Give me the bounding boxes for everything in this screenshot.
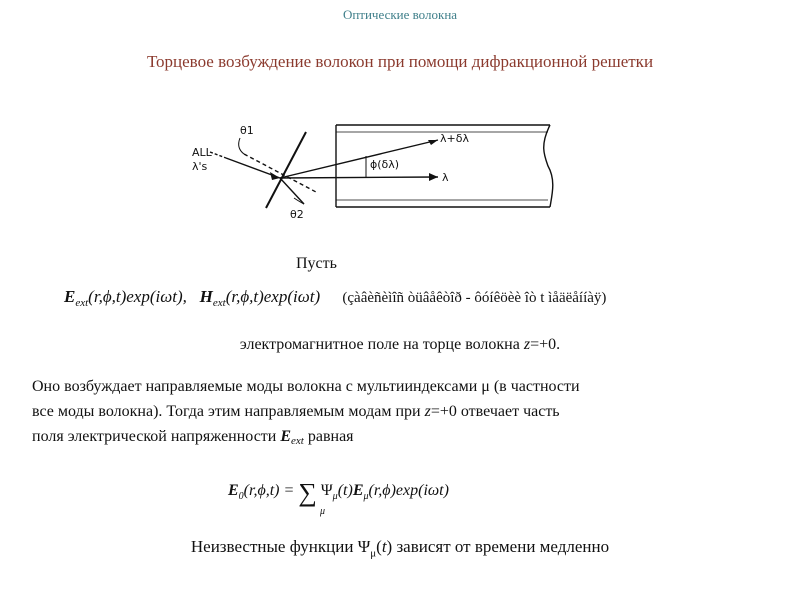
- arrow-lambda-plus: [428, 140, 438, 145]
- lhs-arguments: (r,ϕ,t) =: [243, 482, 299, 499]
- field-equation: [64, 287, 606, 309]
- e-subscript: ext: [75, 297, 89, 309]
- h-symbol: H: [199, 287, 213, 306]
- note-t-variable: t: [381, 537, 387, 556]
- label-all: ALL: [192, 146, 212, 159]
- ray-lambda-plus: [280, 140, 438, 178]
- garbled-annotation: (çàâèñèìîñ òüâåêòîð - ôóíêöèè îò t ìåäëåííàÿ): [342, 290, 607, 306]
- incident-ray-tail: [210, 152, 226, 158]
- fiber-break-curve: [544, 125, 553, 207]
- reflected-ray: [280, 178, 304, 204]
- z-variable: z: [523, 336, 531, 353]
- note-text-start: Неизвестные функции Ψ: [190, 537, 371, 556]
- sum-symbol: ∑: [298, 478, 317, 507]
- label-lambda: λ: [442, 171, 449, 184]
- grating: [266, 132, 306, 208]
- grating-normal: [244, 154, 316, 192]
- psi-symbol: Ψ: [320, 482, 333, 499]
- grating-fiber-diagram: [188, 110, 578, 230]
- mode-expansion-equation: [228, 478, 449, 517]
- note-paren-open: (: [376, 537, 382, 556]
- label-lambda-in: λ's: [192, 160, 208, 173]
- h-subscript: ext: [212, 297, 226, 309]
- note-subscript: μ: [370, 547, 377, 560]
- h-arguments: (r,ϕ,t)exp(iωt): [225, 287, 321, 306]
- field-description-text: электромагнитное поле на торце волокна: [239, 336, 524, 353]
- ray-lambda: [280, 177, 438, 178]
- label-theta1: θ1: [240, 124, 254, 137]
- mode-field-arguments: (r,ϕ)exp(iωt): [368, 482, 449, 499]
- psi-subscript: μ: [332, 491, 338, 502]
- mode-field-subscript: μ: [363, 491, 369, 502]
- lhs-symbol: E: [228, 482, 239, 499]
- unknown-functions-note: [0, 537, 800, 559]
- field-description: [0, 336, 800, 354]
- para-line-3: поля электрической напряженности Eext равная: [32, 428, 354, 447]
- label-lambda-plus: λ+δλ: [440, 132, 469, 145]
- let-text: Пусть: [296, 255, 337, 272]
- sum-subscript: μ: [320, 506, 326, 517]
- lhs-subscript: 0: [238, 491, 244, 502]
- arrow-lambda: [429, 173, 438, 181]
- note-text-end: ) зависят от времени медленно: [386, 537, 610, 556]
- mode-field-symbol: E: [352, 482, 364, 499]
- para-line-2: все моды волокна). Тогда этим направляемым модам при z=+0 отвечает часть: [32, 403, 560, 420]
- explanation-paragraph: [32, 374, 752, 454]
- psi-arguments: (t): [337, 482, 353, 499]
- label-theta2: θ2: [290, 208, 304, 221]
- arrow-incident: [270, 172, 280, 180]
- e-symbol: E: [64, 287, 76, 306]
- field-description-end: =+0.: [530, 336, 561, 353]
- label-phi: ϕ(δλ): [370, 158, 400, 171]
- e-arguments: (r,ϕ,t)exp(iωt),: [88, 287, 187, 306]
- para-line-1: Оно возбуждает направляемые моды волокна с мультииндексами μ (в частности: [32, 378, 580, 395]
- slide-header: Оптические волокна: [342, 7, 458, 22]
- theta1-arc: [239, 138, 244, 154]
- slide-title: Торцевое возбуждение волокон при помощи дифракционной решетки: [146, 52, 654, 71]
